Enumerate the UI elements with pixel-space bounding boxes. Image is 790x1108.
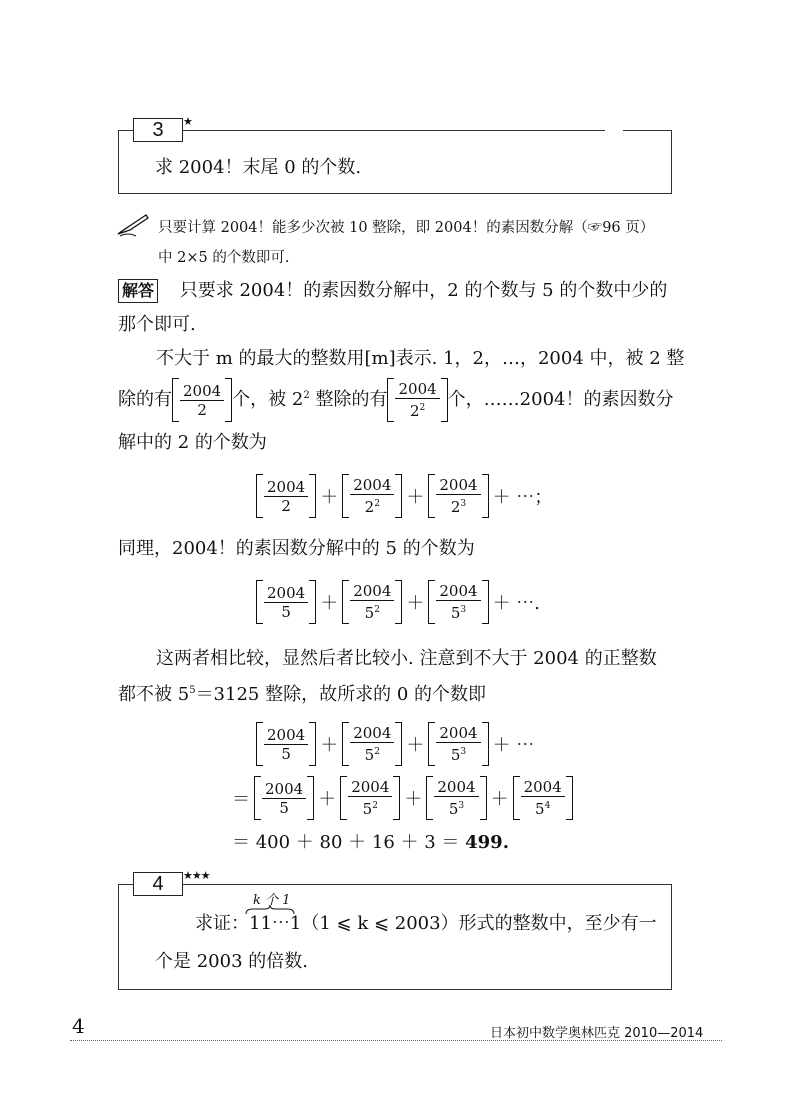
plus-sign: ＋ bbox=[406, 487, 425, 508]
hint-pencil-icon bbox=[116, 212, 150, 242]
solution-para-1-line-1 bbox=[118, 276, 667, 306]
floor-term: $\frac{2004}{5^3}$ bbox=[428, 580, 488, 624]
floor-term: $\frac{2004}{5^3}$ bbox=[428, 722, 488, 766]
box-top-gap bbox=[605, 128, 623, 134]
text-segment: 个，被 2 bbox=[232, 389, 304, 410]
problem-4-number: 4 bbox=[133, 872, 183, 896]
floor-term: $\frac{2004}{5}$ bbox=[256, 722, 316, 766]
repunit-digits: 11⋯1 bbox=[249, 913, 302, 934]
floor-term: $\frac{2004}{2^2}$ bbox=[342, 474, 402, 518]
floor-term: $\frac{2004}{5^2}$ bbox=[342, 722, 402, 766]
floor-term: $\frac{2004}{5^3}$ bbox=[426, 776, 486, 820]
formula-line-2: ＝ $\frac{2004}{5}$ ＋ $\frac{2004}{5^2}$ ＋ $\frac{2004}{5^3}$ ＋ $\frac{2004}{5^4}$ bbox=[232, 776, 573, 820]
text-segment: 个，……2004！的素因数分 bbox=[447, 389, 674, 410]
solution-para-2-line-3: 解中的 2 的个数为 bbox=[118, 432, 267, 453]
solution-para-1-line-2: 那个即可. bbox=[118, 314, 196, 335]
equals-sign: ＝ bbox=[232, 789, 250, 810]
plus-sign: ＋ bbox=[406, 593, 425, 614]
formula-sum-5 bbox=[256, 580, 544, 624]
floor-2004-over-2-sq bbox=[387, 378, 447, 422]
final-answer: 499. bbox=[465, 832, 509, 853]
hint-line-1: 只要计算 2004！能多少次被 10 整除，即 2004！的素因数分解（☞96 页） bbox=[158, 220, 655, 236]
solution-para-2-line-1: 不大于 m 的最大的整数用[m]表示. 1，2，…，2004 中，被 2 整 bbox=[156, 348, 685, 369]
solution-para-4-line-1: 这两者相比较，显然后者比较小. 注意到不大于 2004 的正整数 bbox=[156, 648, 657, 669]
ellipsis: ＋ ⋯. bbox=[492, 593, 541, 614]
problem-3-box bbox=[118, 115, 672, 194]
plus-sign: ＋ bbox=[320, 487, 339, 508]
formula-line-1: $\frac{2004}{5}$ ＋ $\frac{2004}{5^2}$ ＋ $\frac{2004}{5^3}$ ＋ ⋯ bbox=[256, 722, 538, 766]
floor-2004-over-2 bbox=[172, 378, 232, 422]
ellipsis: ＋ ⋯； bbox=[492, 487, 553, 508]
solution-para-4-line-2: 都不被 $5^5=3125$ 整除，故所求的 0 的个数即 bbox=[118, 684, 486, 705]
page-number: 4 bbox=[72, 1014, 85, 1038]
solution-text-1: 只要求 2004！的素因数分解中，2 的个数与 5 的个数中少的 bbox=[179, 280, 668, 301]
denominator: 2 bbox=[197, 400, 207, 419]
text-segment: 除的有 bbox=[118, 389, 172, 410]
brace-label: k 个 1 bbox=[253, 893, 291, 908]
problem-3-statement: 求 2004！末尾 0 的个数. bbox=[155, 157, 362, 178]
answer-label: 解答 bbox=[118, 279, 158, 303]
superscript: 2 bbox=[303, 390, 310, 401]
problem-3-stars: ★ bbox=[183, 115, 192, 128]
problem-4-line-1: 求证：11⋯1（1 ⩽ k ⩽ 2003）形式的整数中，至少有一 bbox=[195, 913, 657, 934]
floor-term: $\frac{2004}{5^4}$ bbox=[513, 776, 573, 820]
problem-4-box bbox=[118, 869, 672, 990]
problem-3-number: 3 bbox=[133, 118, 183, 142]
footer-divider bbox=[70, 1040, 722, 1041]
solution-para-2-line-2 bbox=[118, 378, 673, 422]
numerator: 2004 bbox=[395, 380, 439, 399]
floor-term: $\frac{2004}{5}$ bbox=[254, 776, 314, 820]
formula-final-line: ＝ 400 ＋ 80 ＋ 16 ＋ 3 ＝ 499. bbox=[232, 832, 509, 853]
floor-term: $\frac{2004}{5}$ bbox=[256, 580, 316, 624]
solution-para-3: 同理，2004！的素因数分解中的 5 的个数为 bbox=[118, 538, 475, 559]
problem-4-stars: ★★★ bbox=[183, 869, 210, 882]
problem-4-line-2: 个是 2003 的倍数. bbox=[155, 951, 308, 972]
numerator: 2004 bbox=[180, 382, 224, 401]
formula-sum-2 bbox=[256, 474, 556, 518]
floor-term: $\frac{2004}{2}$ bbox=[256, 474, 316, 518]
floor-term: $\frac{2004}{5^2}$ bbox=[340, 776, 400, 820]
floor-term: $\frac{2004}{5^2}$ bbox=[342, 580, 402, 624]
floor-term: $\frac{2004}{2^3}$ bbox=[428, 474, 488, 518]
text-segment: 整除的有 bbox=[309, 389, 388, 410]
denominator: $2^2$ bbox=[409, 402, 426, 420]
plus-sign: ＋ bbox=[320, 593, 339, 614]
hint-line-2: 中 2×5 的个数即可. bbox=[158, 250, 290, 266]
book-title: 日本初中数学奥林匹克 2010—2014 bbox=[490, 1026, 704, 1041]
